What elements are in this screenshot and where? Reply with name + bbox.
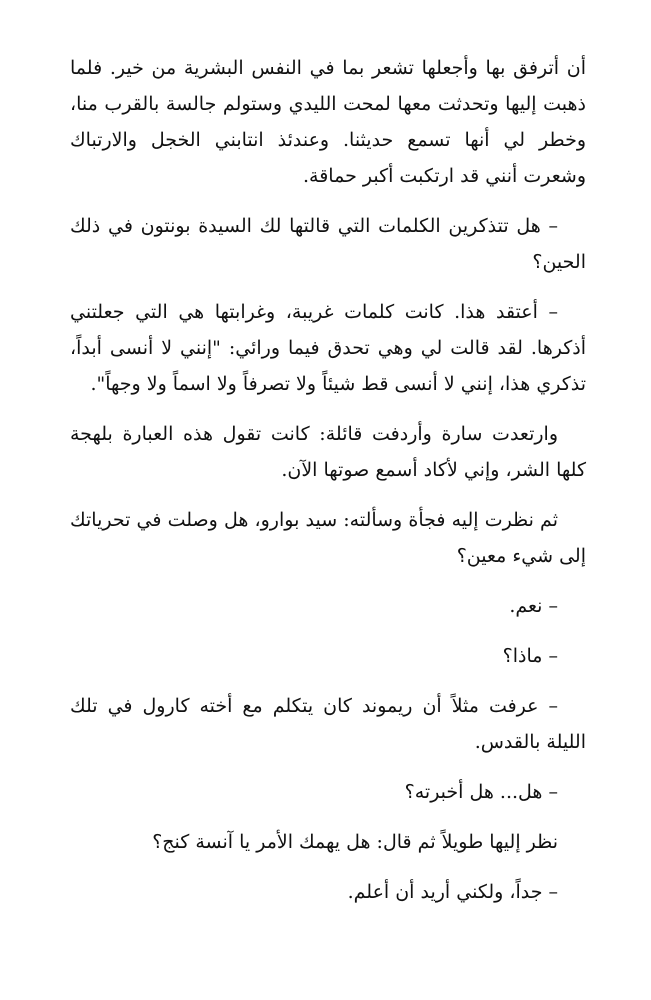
- paragraph-asked-poirot: ثم نظرت إليه فجأة وسألته: سيد بوارو، هل وصلت في تحرياتك إلى شيء معين؟: [70, 509, 586, 567]
- paragraph-sarah-trembled: وارتعدت سارة وأردفت قائلة: كانت تقول هذه العبارة بلهجة كلها الشر، وإني لأكاد أسمع صوتها الآن.: [70, 423, 586, 481]
- paragraph-question-words: – هل تتذكرين الكلمات التي قالتها لك السيدة بونتون في ذلك الحين؟: [70, 215, 586, 273]
- paragraph-raymond-carol: – عرفت مثلاً أن ريموند كان يتكلم مع أخته كارول في تلك الليلة بالقدس.: [70, 695, 586, 753]
- paragraph-want-to-know: – جداً، ولكني أريد أن أعلم.: [347, 881, 558, 903]
- paragraph-long-look: نظر إليها طويلاً ثم قال: هل يهمك الأمر يا آنسة كنج؟: [152, 831, 558, 853]
- paragraph-yes: – نعم.: [509, 595, 558, 617]
- paragraph-continuation: أن أترفق بها وأجعلها تشعر بما في النفس البشرية من خير. فلما ذهبت إليها وتحدثت معها لمحت الليدي وستولم جالسة بالقرب منا، وخطر لي أنها تسمع حديثنا. وعندئذ انتابني الخجل والارتباك وشعرت أنني قد ارتكبت أكبر حماقة.: [70, 57, 586, 187]
- paragraph-strange-words: – أعتقد هذا. كانت كلمات غريبة، وغرابتها هي التي جعلتني أذكرها. لقد قالت لي وهي تحدق فيما ورائي: "إنني لا أنسى أبداً، تذكري هذا، إنني لا أنسى قط شيئاً ولا تصرفاً ولا اسماً ولا وجهاً".: [70, 301, 586, 395]
- paragraph-what: – ماذا؟: [502, 645, 558, 667]
- paragraph-did-she-tell: – هل... هل أخبرته؟: [404, 781, 558, 803]
- book-page: [70, 50, 586, 910]
